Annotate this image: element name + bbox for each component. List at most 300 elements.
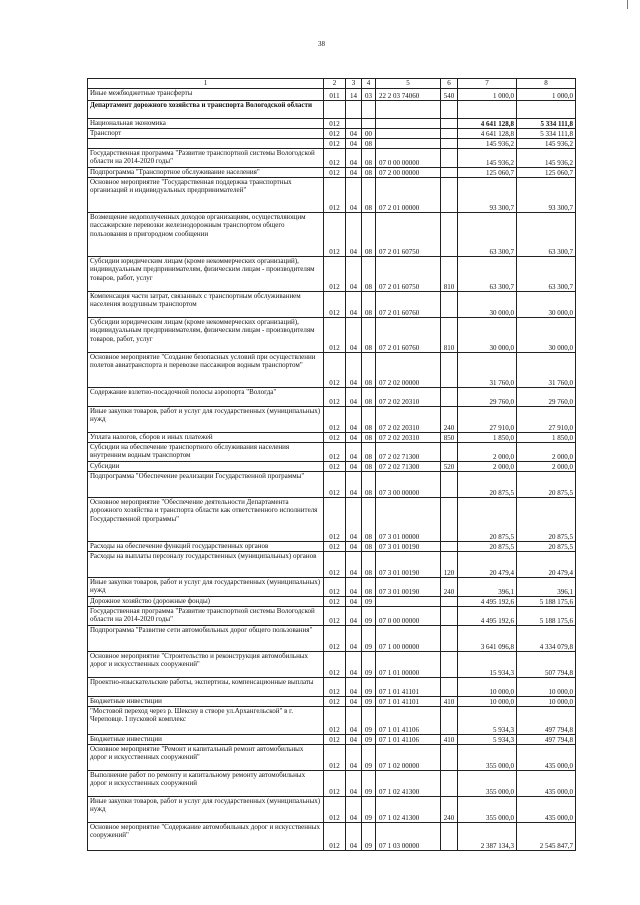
row-subsection	[362, 119, 376, 129]
table-row	[88, 652, 576, 678]
table-row	[88, 552, 576, 578]
row-sum-year1: 93 300,7	[458, 178, 517, 213]
row-sum-year2: 497 794,8	[517, 735, 576, 745]
row-name: Субсидии на обеспечение транспортного обслуживания населения внутренним водным транспортом	[88, 443, 324, 462]
row-name: Возмещение недополученных доходов организациям, осуществляющим пассажирские перевозки железнодорожным транспортом общего пользования в пригородном сообщении	[88, 213, 324, 257]
row-section: 04	[346, 178, 362, 213]
row-section: 04	[346, 443, 362, 462]
row-sum-year2: 2 000,0	[517, 462, 576, 472]
row-name: Дорожное хозяйство (дорожные фонды)	[88, 597, 324, 607]
row-sum-year2	[517, 101, 576, 119]
row-name: Основное мероприятие "Содержание автомобильных дорог и искусственных сооружений"	[88, 823, 324, 851]
row-sum-year2: 10 000,0	[517, 697, 576, 707]
row-expense-type	[441, 771, 458, 797]
row-target-item: 07 1 03 00000	[376, 823, 441, 851]
row-sum-year1: 355 000,0	[458, 797, 517, 823]
table-row	[88, 149, 576, 168]
row-expense-type	[441, 607, 458, 626]
row-section	[346, 101, 362, 119]
row-sum-year2: 20 875,5	[517, 498, 576, 542]
row-target-item: 07 1 01 00000	[376, 652, 441, 678]
table-row	[88, 472, 576, 498]
row-subsection: 09	[362, 697, 376, 707]
row-section: 04	[346, 771, 362, 797]
page-number: 38	[318, 40, 325, 48]
row-target-item: 07 2 00 00000	[376, 168, 441, 178]
scan-edge-mark	[627, 0, 628, 9]
row-name: Основное мероприятие "Создание безопасных условий при осуществлении полетов авиатранспорта и перевозке пассажиров водным транспортом"	[88, 353, 324, 388]
row-grbs: 012	[324, 257, 346, 292]
row-grbs: 012	[324, 149, 346, 168]
row-grbs: 012	[324, 498, 346, 542]
row-expense-type	[441, 119, 458, 129]
row-subsection: 08	[362, 168, 376, 178]
row-subsection: 09	[362, 597, 376, 607]
row-expense-type: 240	[441, 797, 458, 823]
table-row	[88, 388, 576, 407]
row-sum-year2: 63 300,7	[517, 257, 576, 292]
row-grbs: 012	[324, 607, 346, 626]
row-expense-type: 810	[441, 257, 458, 292]
row-section: 04	[346, 626, 362, 652]
row-grbs: 011	[324, 89, 346, 101]
row-target-item: 07 3 01 00190	[376, 552, 441, 578]
row-sum-year2: 435 000,0	[517, 745, 576, 771]
row-target-item: 07 2 01 00000	[376, 178, 441, 213]
table-row	[88, 578, 576, 597]
row-expense-type	[441, 745, 458, 771]
row-expense-type	[441, 597, 458, 607]
row-grbs	[324, 101, 346, 119]
row-sum-year2: 63 300,7	[517, 213, 576, 257]
row-expense-type	[441, 353, 458, 388]
row-target-item: 07 0 00 00000	[376, 149, 441, 168]
row-section: 04	[346, 552, 362, 578]
row-target-item: 07 2 02 71300	[376, 443, 441, 462]
row-target-item: 07 3 01 00190	[376, 578, 441, 597]
row-sum-year1: 31 760,0	[458, 353, 517, 388]
row-name: Уплата налогов, сборов и иных платежей	[88, 433, 324, 443]
row-sum-year1: 355 000,0	[458, 745, 517, 771]
row-grbs: 012	[324, 292, 346, 318]
row-section: 14	[346, 89, 362, 101]
row-target-item: 07 2 01 60760	[376, 318, 441, 353]
row-sum-year1: 63 300,7	[458, 257, 517, 292]
row-target-item: 07 2 02 00000	[376, 353, 441, 388]
row-sum-year1: 20 875,5	[458, 472, 517, 498]
row-subsection: 08	[362, 472, 376, 498]
table-row	[88, 542, 576, 552]
row-section: 04	[346, 823, 362, 851]
row-sum-year2: 10 000,0	[517, 678, 576, 697]
row-name: Иные закупки товаров, работ и услуг для государственных (муниципальных) нужд	[88, 407, 324, 433]
row-subsection: 08	[362, 407, 376, 433]
row-name: Национальная экономика	[88, 119, 324, 129]
row-sum-year2: 20 875,5	[517, 472, 576, 498]
row-target-item: 07 2 02 20310	[376, 407, 441, 433]
table-row	[88, 178, 576, 213]
header-cell-grbs: 2	[324, 79, 346, 89]
row-sum-year1: 20 875,5	[458, 498, 517, 542]
header-cell-section: 3	[346, 79, 362, 89]
row-subsection: 08	[362, 257, 376, 292]
row-target-item	[376, 139, 441, 149]
row-sum-year2: 31 760,0	[517, 353, 576, 388]
row-grbs: 012	[324, 697, 346, 707]
row-grbs: 012	[324, 139, 346, 149]
row-target-item: 22 2 03 74060	[376, 89, 441, 101]
table-row	[88, 597, 576, 607]
row-target-item: 07 2 02 20310	[376, 388, 441, 407]
row-expense-type	[441, 443, 458, 462]
row-sum-year2: 5 188 175,6	[517, 597, 576, 607]
row-grbs: 012	[324, 129, 346, 139]
row-grbs: 012	[324, 388, 346, 407]
row-grbs: 012	[324, 168, 346, 178]
row-subsection: 09	[362, 745, 376, 771]
header-cell-subsection: 4	[362, 79, 376, 89]
row-sum-year1: 1 000,0	[458, 89, 517, 101]
row-grbs: 012	[324, 771, 346, 797]
row-target-item: 07 2 02 71300	[376, 462, 441, 472]
row-name: Подпрограмма "Обеспечение реализации Государственной программы"	[88, 472, 324, 498]
row-sum-year2: 20 479,4	[517, 552, 576, 578]
row-expense-type	[441, 542, 458, 552]
row-sum-year1: 4 641 128,8	[458, 119, 517, 129]
row-subsection: 08	[362, 149, 376, 168]
table-row	[88, 168, 576, 178]
row-subsection: 08	[362, 292, 376, 318]
row-name: Иные закупки товаров, работ и услуг для государственных (муниципальных) нужд	[88, 797, 324, 823]
row-section: 04	[346, 542, 362, 552]
row-target-item	[376, 101, 441, 119]
row-subsection	[362, 101, 376, 119]
row-sum-year2: 145 936,2	[517, 139, 576, 149]
row-sum-year2: 435 000,0	[517, 771, 576, 797]
budget-table	[87, 78, 576, 851]
row-name: Субсидии	[88, 462, 324, 472]
row-subsection: 08	[362, 178, 376, 213]
row-grbs: 012	[324, 552, 346, 578]
row-section: 04	[346, 292, 362, 318]
row-sum-year1: 1 850,0	[458, 433, 517, 443]
row-sum-year2: 93 300,7	[517, 178, 576, 213]
row-target-item: 07 3 01 00190	[376, 542, 441, 552]
row-expense-type: 540	[441, 89, 458, 101]
row-subsection: 08	[362, 462, 376, 472]
row-subsection: 08	[362, 388, 376, 407]
row-section: 04	[346, 407, 362, 433]
row-section: 04	[346, 168, 362, 178]
row-subsection: 09	[362, 797, 376, 823]
row-name: Департамент дорожного хозяйства и транспорта Вологодской области	[88, 101, 324, 119]
row-expense-type	[441, 149, 458, 168]
row-sum-year2: 497 794,8	[517, 707, 576, 735]
table-row	[88, 462, 576, 472]
row-subsection: 08	[362, 443, 376, 462]
row-target-item: 07 1 02 41300	[376, 771, 441, 797]
row-expense-type	[441, 626, 458, 652]
row-expense-type	[441, 823, 458, 851]
row-expense-type	[441, 101, 458, 119]
row-section: 04	[346, 388, 362, 407]
row-expense-type	[441, 472, 458, 498]
table-row	[88, 443, 576, 462]
row-target-item: 07 1 00 00000	[376, 626, 441, 652]
row-section: 04	[346, 745, 362, 771]
table-row	[88, 626, 576, 652]
table-row	[88, 292, 576, 318]
row-subsection: 09	[362, 652, 376, 678]
header-cell-sum-year1: 7	[458, 79, 517, 89]
row-sum-year1: 5 934,3	[458, 735, 517, 745]
row-section: 04	[346, 797, 362, 823]
row-sum-year2: 145 936,2	[517, 149, 576, 168]
row-section: 04	[346, 318, 362, 353]
row-grbs: 012	[324, 652, 346, 678]
table-row	[88, 745, 576, 771]
row-sum-year2: 5 334 111,8	[517, 119, 576, 129]
table-row	[88, 318, 576, 353]
row-section: 04	[346, 597, 362, 607]
row-grbs: 012	[324, 707, 346, 735]
row-section: 04	[346, 149, 362, 168]
row-name: Иные закупки товаров, работ и услуг для государственных (муниципальных) нужд	[88, 578, 324, 597]
row-target-item: 07 2 01 60750	[376, 213, 441, 257]
row-expense-type: 410	[441, 735, 458, 745]
row-sum-year1: 355 000,0	[458, 771, 517, 797]
table-row	[88, 771, 576, 797]
row-target-item: 07 2 02 20310	[376, 433, 441, 443]
row-target-item: 07 1 01 41106	[376, 735, 441, 745]
table-row	[88, 407, 576, 433]
table-row	[88, 433, 576, 443]
table-header-row	[88, 79, 576, 89]
table-row	[88, 213, 576, 257]
table-row	[88, 697, 576, 707]
table-row	[88, 139, 576, 149]
row-sum-year2: 125 060,7	[517, 168, 576, 178]
row-sum-year1: 15 934,3	[458, 652, 517, 678]
table-row	[88, 498, 576, 542]
row-expense-type	[441, 707, 458, 735]
row-grbs: 012	[324, 443, 346, 462]
row-sum-year2: 435 000,0	[517, 797, 576, 823]
row-sum-year1: 30 000,0	[458, 292, 517, 318]
row-name: Государственная программа "Развитие транспортной системы Вологодской области на 2014-2020 годы"	[88, 607, 324, 626]
row-expense-type	[441, 388, 458, 407]
row-grbs: 012	[324, 678, 346, 697]
row-target-item: 07 1 01 41101	[376, 678, 441, 697]
row-expense-type: 120	[441, 552, 458, 578]
row-name: Субсидии юридическим лицам (кроме некоммерческих организаций), индивидуальным предпринимателям, физическим лицам - производителям товаров, работ, услуг	[88, 318, 324, 353]
row-sum-year1: 5 934,3	[458, 707, 517, 735]
row-name: Расходы на выплаты персоналу государственных (муниципальных) органов	[88, 552, 324, 578]
row-grbs: 012	[324, 745, 346, 771]
row-sum-year1: 2 000,0	[458, 443, 517, 462]
row-section: 04	[346, 607, 362, 626]
row-sum-year2: 5 188 175,6	[517, 607, 576, 626]
table-row	[88, 607, 576, 626]
row-sum-year1: 2 000,0	[458, 462, 517, 472]
row-name: Подпрограмма "Транспортное обслуживание населения"	[88, 168, 324, 178]
row-sum-year2: 1 000,0	[517, 89, 576, 101]
row-sum-year1: 29 760,0	[458, 388, 517, 407]
row-sum-year1: 10 000,0	[458, 678, 517, 697]
row-subsection: 08	[362, 213, 376, 257]
row-sum-year1: 20 875,5	[458, 542, 517, 552]
row-section: 04	[346, 707, 362, 735]
row-target-item: 07 2 01 60750	[376, 257, 441, 292]
row-subsection: 08	[362, 498, 376, 542]
table-row	[88, 119, 576, 129]
row-expense-type	[441, 652, 458, 678]
row-subsection: 08	[362, 318, 376, 353]
row-name: Основное мероприятие "Государственная поддержка транспортных организаций и индивидуальных предпринимателей"	[88, 178, 324, 213]
row-target-item: 07 1 01 41106	[376, 707, 441, 735]
row-subsection: 09	[362, 707, 376, 735]
row-sum-year2: 29 760,0	[517, 388, 576, 407]
row-subsection: 09	[362, 607, 376, 626]
row-sum-year1: 145 936,2	[458, 139, 517, 149]
row-target-item: 07 3 01 00000	[376, 498, 441, 542]
row-subsection: 00	[362, 129, 376, 139]
row-target-item	[376, 119, 441, 129]
row-grbs: 012	[324, 353, 346, 388]
row-grbs: 012	[324, 213, 346, 257]
row-section: 04	[346, 472, 362, 498]
row-subsection: 03	[362, 89, 376, 101]
row-expense-type: 240	[441, 578, 458, 597]
row-sum-year2: 5 334 111,8	[517, 129, 576, 139]
table-row	[88, 678, 576, 697]
header-cell-expense-type: 6	[441, 79, 458, 89]
header-cell-target-item: 5	[376, 79, 441, 89]
row-grbs: 012	[324, 597, 346, 607]
row-sum-year2: 2 545 847,7	[517, 823, 576, 851]
header-cell-sum-year2: 8	[517, 79, 576, 89]
row-name: Бюджетные инвестиции	[88, 735, 324, 745]
table-row	[88, 797, 576, 823]
row-sum-year2: 507 794,8	[517, 652, 576, 678]
table-row	[88, 101, 576, 119]
row-sum-year1: 20 479,4	[458, 552, 517, 578]
row-grbs: 012	[324, 626, 346, 652]
row-section: 04	[346, 353, 362, 388]
row-sum-year2: 30 000,0	[517, 318, 576, 353]
row-subsection: 08	[362, 433, 376, 443]
row-section: 04	[346, 498, 362, 542]
row-sum-year2: 20 875,5	[517, 542, 576, 552]
row-sum-year1: 3 641 096,8	[458, 626, 517, 652]
row-grbs: 012	[324, 542, 346, 552]
row-name: Иные межбюджетные трансферты	[88, 89, 324, 101]
row-name: Компенсация части затрат, связанных с транспортным обслуживанием населения воздушным транспортом	[88, 292, 324, 318]
row-sum-year1: 4 641 128,8	[458, 129, 517, 139]
table-row	[88, 129, 576, 139]
row-sum-year1: 4 495 192,6	[458, 597, 517, 607]
row-grbs: 012	[324, 433, 346, 443]
row-sum-year1: 2 387 134,3	[458, 823, 517, 851]
row-subsection: 08	[362, 578, 376, 597]
row-target-item: 07 2 01 60760	[376, 292, 441, 318]
row-target-item: 07 1 01 41101	[376, 697, 441, 707]
row-sum-year1: 145 936,2	[458, 149, 517, 168]
row-target-item: 07 1 02 41300	[376, 797, 441, 823]
row-target-item: 07 3 00 00000	[376, 472, 441, 498]
row-grbs: 012	[324, 472, 346, 498]
table-row	[88, 353, 576, 388]
row-expense-type	[441, 129, 458, 139]
row-name: Бюджетные инвестиции	[88, 697, 324, 707]
row-sum-year1: 10 000,0	[458, 697, 517, 707]
row-expense-type: 850	[441, 433, 458, 443]
row-section: 04	[346, 213, 362, 257]
row-sum-year2: 1 850,0	[517, 433, 576, 443]
table-row	[88, 735, 576, 745]
row-grbs: 012	[324, 578, 346, 597]
table-row	[88, 257, 576, 292]
row-grbs: 012	[324, 119, 346, 129]
table-row	[88, 823, 576, 851]
row-section: 04	[346, 433, 362, 443]
row-sum-year2: 4 334 079,8	[517, 626, 576, 652]
row-name: Субсидии юридическим лицам (кроме некоммерческих организаций), индивидуальным предпринимателям, физическим лицам - производителям товаров, работ, услуг	[88, 257, 324, 292]
header-cell-name: 1	[88, 79, 324, 89]
row-name: Транспорт	[88, 129, 324, 139]
row-grbs: 012	[324, 407, 346, 433]
row-name: Основное мероприятие "Ремонт и капитальный ремонт автомобильных дорог и искусственных сооружений"	[88, 745, 324, 771]
row-section: 04	[346, 735, 362, 745]
row-section: 04	[346, 462, 362, 472]
row-expense-type: 240	[441, 407, 458, 433]
row-expense-type	[441, 292, 458, 318]
row-grbs: 012	[324, 823, 346, 851]
row-subsection: 08	[362, 139, 376, 149]
row-grbs: 012	[324, 797, 346, 823]
row-sum-year1	[458, 101, 517, 119]
row-name: "Мостовой переход через р. Шексну в створе ул.Архангельской" в г. Череповце. I пусковой комплекс	[88, 707, 324, 735]
row-sum-year1: 27 910,0	[458, 407, 517, 433]
row-subsection: 08	[362, 542, 376, 552]
row-subsection: 08	[362, 353, 376, 388]
row-section: 04	[346, 652, 362, 678]
row-name: Расходы на обеспечение функций государственных органов	[88, 542, 324, 552]
row-subsection: 09	[362, 678, 376, 697]
row-subsection: 09	[362, 626, 376, 652]
row-sum-year1: 396,1	[458, 578, 517, 597]
row-name	[88, 139, 324, 149]
row-grbs: 012	[324, 462, 346, 472]
row-target-item	[376, 129, 441, 139]
row-grbs: 012	[324, 735, 346, 745]
row-sum-year2: 27 910,0	[517, 407, 576, 433]
row-sum-year1: 4 495 192,6	[458, 607, 517, 626]
row-grbs: 012	[324, 318, 346, 353]
row-expense-type	[441, 139, 458, 149]
row-section: 04	[346, 257, 362, 292]
row-name: Проектно-изыскательские работы, экспертизы, компенсационные выплаты	[88, 678, 324, 697]
row-subsection: 09	[362, 735, 376, 745]
row-name: Выполнение работ по ремонту и капитальному ремонту автомобильных дорог и искусственных сооружений	[88, 771, 324, 797]
row-subsection: 09	[362, 823, 376, 851]
row-sum-year2: 2 000,0	[517, 443, 576, 462]
row-grbs: 012	[324, 178, 346, 213]
row-name: Основное мероприятие "Строительство и реконструкция автомобильных дорог и искусственных сооружений"	[88, 652, 324, 678]
row-name: Государственная программа "Развитие транспортной системы Вологодской области на 2014-2020 годы"	[88, 149, 324, 168]
row-expense-type	[441, 498, 458, 542]
row-section: 04	[346, 697, 362, 707]
